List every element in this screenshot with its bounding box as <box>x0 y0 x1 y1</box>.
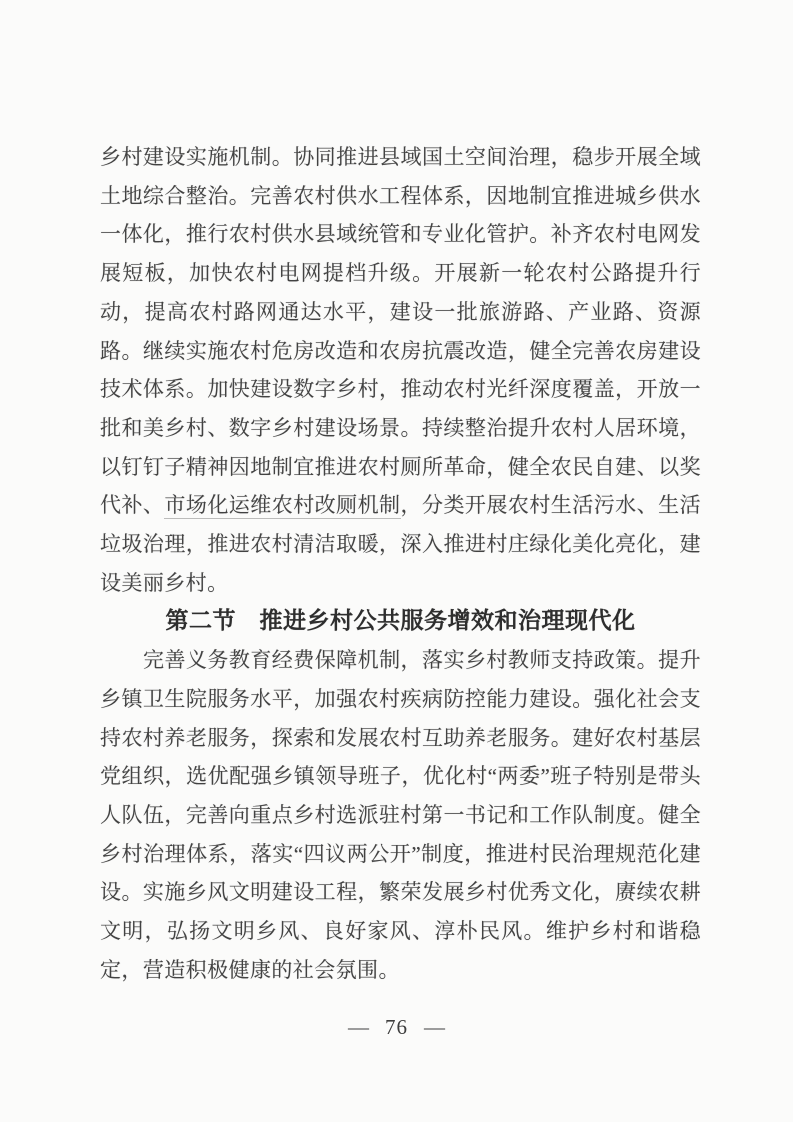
paragraph-public-services: 完善义务教育经费保障机制，落实乡村教师支持政策。提升乡镇卫生院服务水平，加强农村疾病防控能力建设。强化社会支持农村养老服务，探索和发展农村互助养老服务。建好农村基层党组织，选优配强乡镇领导班子，优化村“两委”班子特别是带头人队伍，完善向重点乡村选派驻村第一书记和工作队制度。健全乡村治理体系，落实“四议两公开”制度，推进村民治理规范化建设。实施乡风文明建设工程，繁荣发展乡村优秀文化，赓续农耕文明，弘扬文明乡风、良好家风、淳朴民风。维护乡村和谐稳定，营造积极健康的社会氛围。 <box>100 648 701 982</box>
paragraph-1-underlined-phrase: 市场化运维农村改厕机制 <box>164 493 401 518</box>
paragraph-1-text-after: ，分类开展农村生活污水、生活垃圾治理，推进农村清洁取暖，深入推进村庄绿化美化亮化，建设美丽乡村。 <box>100 493 701 595</box>
page-content <box>100 138 701 989</box>
paragraph-rural-construction <box>100 138 701 602</box>
paragraph-1-text-before: 乡村建设实施机制。协同推进县域国土空间治理，稳步开展全域土地综合整治。完善农村供水工程体系，因地制宜推进城乡供水一体化，推行农村供水县域统管和专业化管护。补齐农村电网发展短板，加快农村电网提档升级。开展新一轮农村公路提升行动，提高农村路网通达水平，建设一批旅游路、产业路、资源路。继续实施农村危房改造和农房抗震改造，健全完善农房建设技术体系。加快建设数字乡村，推动农村光纤深度覆盖，开放一批和美乡村、数字乡村建设场景。持续整治提升农村人居环境，以钉钉子精神因地制宜推进农村厕所革命，健全农民自建、以奖代补、 <box>100 145 701 518</box>
footer-dash-right: — <box>424 1015 445 1039</box>
page-number: 76 <box>385 1015 408 1039</box>
section-heading: 第二节 推进乡村公共服务增效和治理现代化 <box>165 608 636 634</box>
footer-dash-left: — <box>348 1015 369 1039</box>
page-footer <box>0 1012 793 1042</box>
